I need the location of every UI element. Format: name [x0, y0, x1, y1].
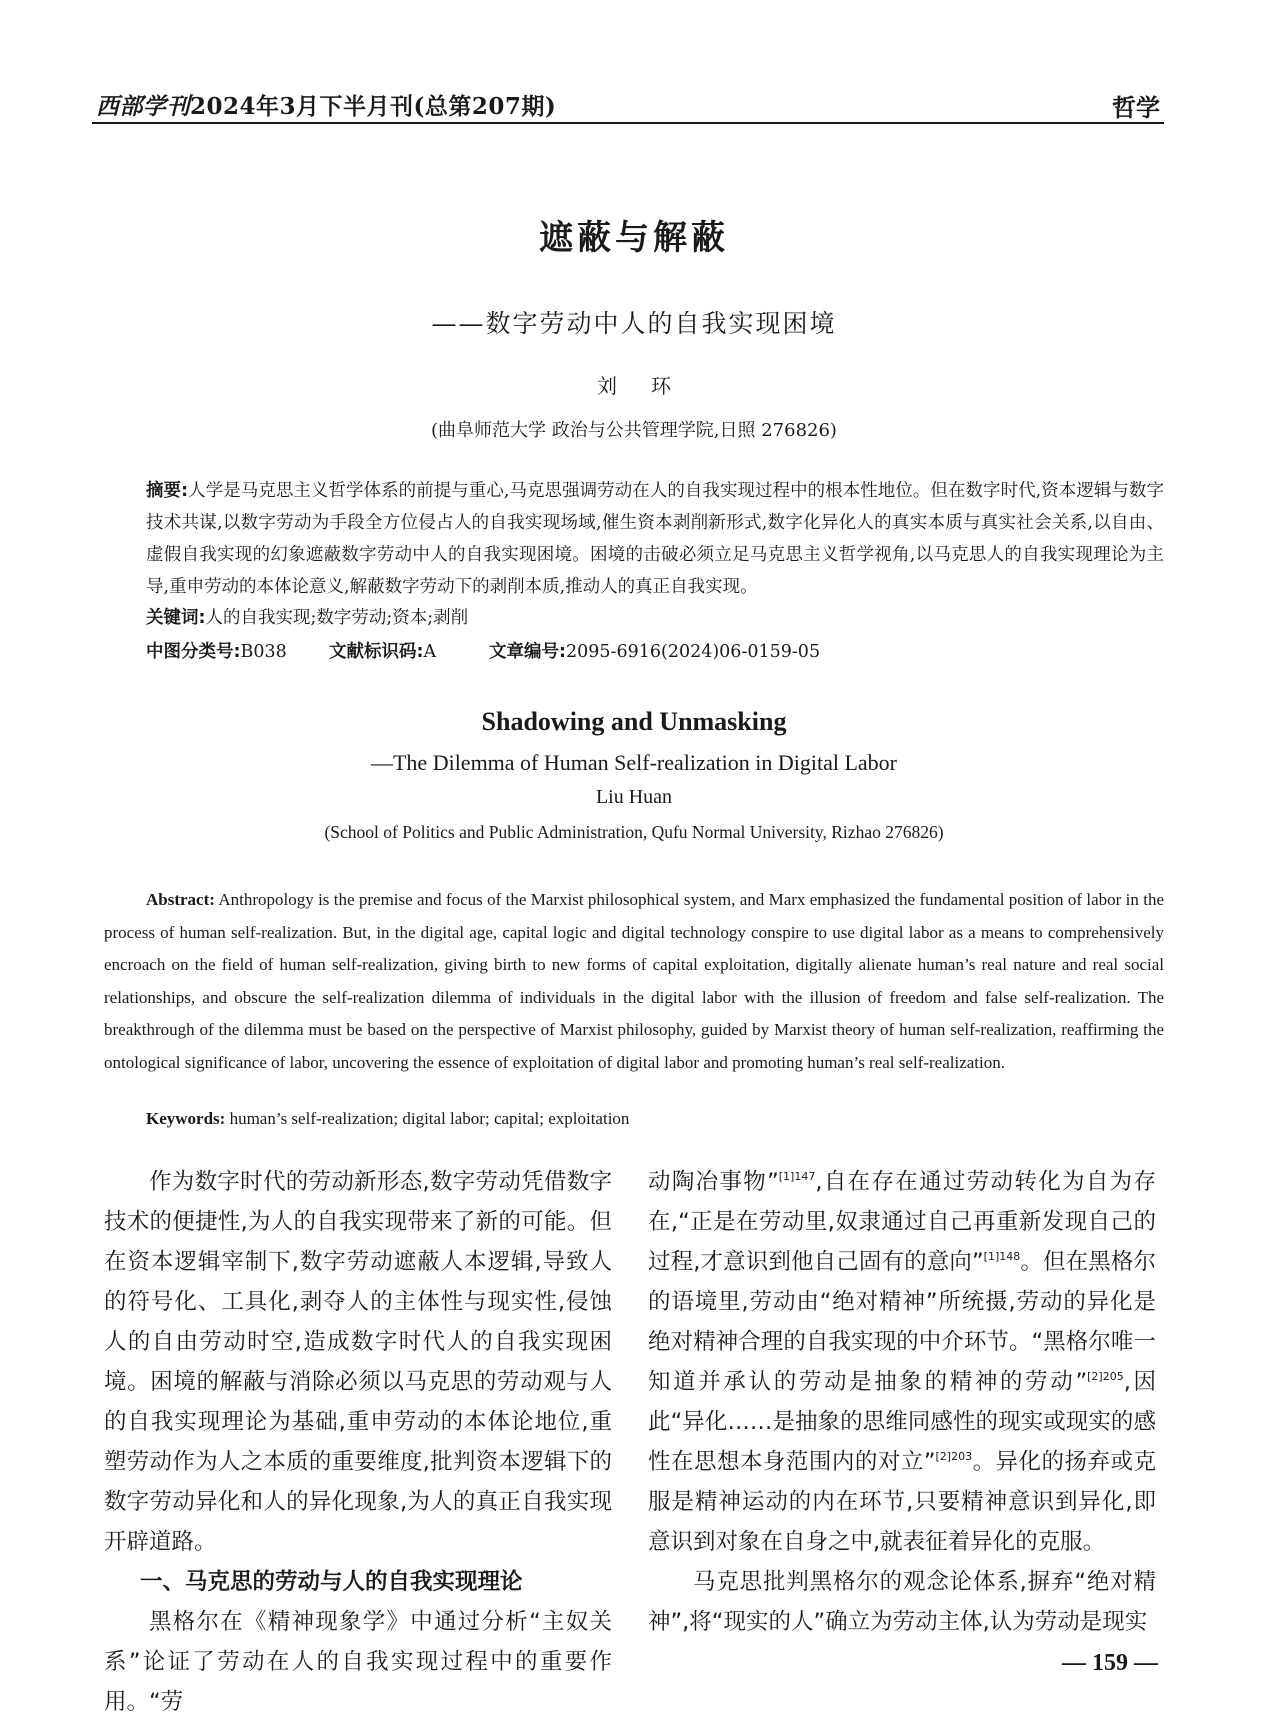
- cn-keywords: [146, 604, 468, 629]
- class-label: 中图分类号:: [146, 642, 241, 662]
- article-value: 2095-6916(2024)06-0159-05: [566, 642, 821, 662]
- class-value: B038: [240, 642, 287, 662]
- article-number: [489, 638, 820, 663]
- cn-classification: [146, 638, 820, 663]
- journal-logo: 西部学刊: [96, 93, 190, 120]
- journal-header: [96, 88, 556, 121]
- section-heading: 一、马克思的劳动与人的自我实现理论: [140, 1569, 523, 1595]
- page-number: — 159 —: [1062, 1650, 1158, 1676]
- body-left-column: [104, 1162, 612, 1722]
- citation-ref: [2]203: [935, 1450, 973, 1463]
- article-label: 文章编号:: [489, 642, 566, 662]
- cn-abstract: [146, 475, 1164, 603]
- cn-abstract-text: 人学是马克思主义哲学体系的前提与重心,马克思强调劳动在人的自我实现过程中的根本性地位。但在数字时代,资本逻辑与数字技术共谋,以数字劳动为手段全方位侵占人的自我实现场域,催生资本剥削新形式,数字化异化人的真实本质与真实社会关系,以自由、虚假自我实现的幻象遮蔽数字劳动中人的自我实现困境。困境的击破必须立足马克思主义哲学视角,以马克思人的自我实现理论为主导,重申劳动的本体论意义,解蔽数字劳动下的剥削本质,推动人的真正自我实现。: [146, 481, 1165, 597]
- en-subtitle: —The Dilemma of Human Self-realization in Digital Labor: [370, 750, 897, 775]
- en-abstract-text: Anthropology is the premise and focus of the Marxist philosophical system, and Marx emphasized the fundamental position of labor in the process of human self-realization. But, in the digital age, capital logic and digital technology conspire to use digital labor as a means to comprehensively encroach on the field of human self-realization, giving birth to new forms of capital exploitation, digitally alienate human’s real nature and real social relationships, and obscure the self-realization dilemma of individuals in the digital labor with the illusion of freedom and false self-realization. The breakthrough of the dilemma must be based on the perspective of Marxist philosophy, guided by Marxist theory of human self-realization, reaffirming the ontological significance of labor, uncovering the essence of exploitation of digital labor and promoting human’s real self-realization.: [104, 890, 1165, 1072]
- body-right-column: [648, 1162, 1156, 1642]
- doc-code: [329, 638, 489, 663]
- en-author: Liu Huan: [595, 786, 673, 808]
- text-segment: 动陶冶事物”: [648, 1169, 779, 1195]
- cn-keywords-text: 人的自我实现;数字劳动;资本;剥削: [205, 608, 469, 628]
- en-keywords-text: human’s self-realization; digital labor; capital; exploitation: [229, 1109, 630, 1128]
- doc-value: A: [423, 642, 437, 662]
- doc-label: 文献标识码:: [329, 642, 424, 662]
- en-keywords-label: Keywords:: [146, 1109, 226, 1128]
- cn-subtitle: ——数字劳动中人的自我实现困境: [431, 309, 837, 338]
- text-segment: ,自在存在通过劳动转化为自为存在,“正是在劳动里,奴隶通过自己再重新发现自己的过程,才意识到他自己固有的意向”: [648, 1169, 1156, 1275]
- citation-ref: [1]148: [983, 1250, 1021, 1263]
- en-keywords: [146, 1109, 629, 1129]
- body-paragraph: 作为数字时代的劳动新形态,数字劳动凭借数字技术的便捷性,为人的自我实现带来了新的可能。但在资本逻辑宰制下,数字劳动遮蔽人本逻辑,导致人的符号化、工具化,剥夺人的主体性与现实性,侵蚀人的自由劳动时空,造成数字时代人的自我实现困境。困境的解蔽与消除必须以马克思的劳动观与人的自我实现理论为基础,重申劳动的本体论地位,重塑劳动作为人之本质的重要维度,批判资本逻辑下的数字劳动异化和人的异化现象,为人的真正自我实现开辟道路。: [104, 1169, 612, 1555]
- section-label: 哲学: [1112, 93, 1160, 122]
- cn-keywords-label: 关键词:: [146, 608, 206, 628]
- en-abstract: [104, 884, 1164, 1079]
- cn-author: 刘环: [597, 374, 705, 398]
- issue-info: 2024年3月下半月刊(总第207期): [190, 93, 557, 120]
- en-title: Shadowing and Unmasking: [481, 707, 787, 736]
- cn-abstract-label: 摘要:: [146, 481, 189, 501]
- body-paragraph: 黑格尔在《精神现象学》中通过分析“主奴关系”论证了劳动在人的自我实现过程中的重要作用。“劳: [104, 1609, 612, 1715]
- text-segment: ,因此“异化……是抽象的思维同感性的现实或现实的感性在思想本身范围内的对立”: [648, 1369, 1156, 1475]
- cn-title: 遮蔽与解蔽: [539, 218, 729, 258]
- body-paragraph: [648, 1162, 1156, 1562]
- cn-affiliation: (曲阜师范大学 政治与公共管理学院,日照 276826): [431, 420, 837, 441]
- body-paragraph: 马克思批判黑格尔的观念论体系,摒弃“绝对精神”,将“现实的人”确立为劳动主体,认为劳动是现实: [648, 1569, 1156, 1635]
- citation-ref: [1]147: [778, 1170, 816, 1183]
- text-segment: 。但在黑格尔的语境里,劳动由“绝对精神”所统摄,劳动的异化是绝对精神合理的自我实现的中介环节。“黑格尔唯一知道并承认的劳动是抽象的精神的劳动”: [648, 1249, 1156, 1395]
- en-abstract-label: Abstract:: [146, 890, 215, 909]
- header-rule: [92, 122, 1164, 124]
- citation-ref: [2]205: [1087, 1370, 1124, 1383]
- class-number: [146, 638, 329, 663]
- en-affiliation: (School of Politics and Public Administration, Qufu Normal University, Rizhao 276826): [324, 822, 944, 842]
- text-segment: 。异化的扬弃或克服是精神运动的内在环节,只要精神意识到异化,即意识到对象在自身之中,就表征着异化的克服。: [648, 1449, 1156, 1555]
